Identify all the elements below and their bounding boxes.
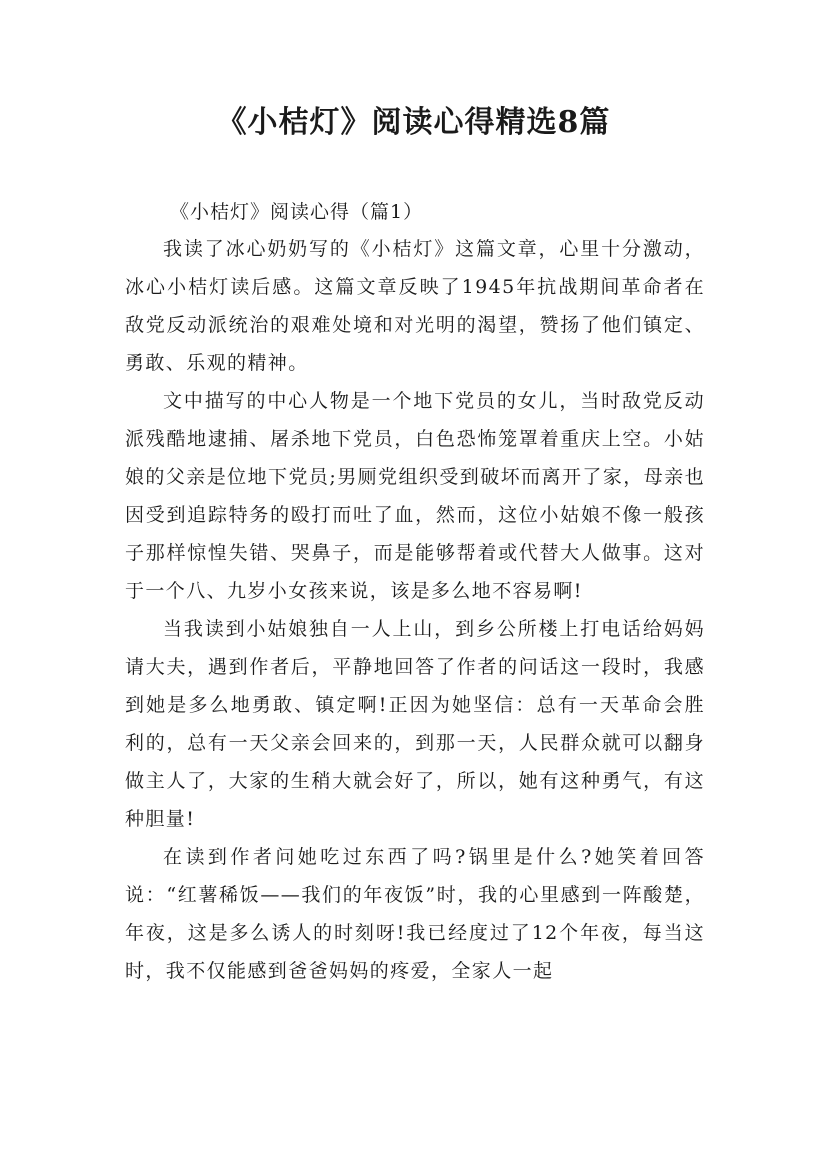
- section-heading: 《小桔灯》阅读心得（篇1）: [170, 201, 424, 223]
- paragraph-3: 当我读到小姑娘独自一人上山，到乡公所楼上打电话给妈妈请大夫，遇到作者后，平静地回答了作者的问话这一段时，我感到她是多么地勇敢、镇定啊!正因为她坚信：总有一天革命会胜利的，总有一天父亲会回来的，到那一天，人民群众就可以翻身做主人了，大家的生稍大就会好了，所以，她有这种勇气，有这种胆量!: [125, 618, 705, 830]
- paragraph-2: 文中描写的中心人物是一个地下党员的女儿，当时敌党反动派残酷地逮捕、屠杀地下党员，白色恐怖笼罩着重庆上空。小姑娘的父亲是位地下党员;男厕党组织受到破坏而离开了家，母亲也因受到追踪特务的殴打而吐了血，然而，这位小姑娘不像一般孩子那样惊惶失错、哭鼻子，而是能够帮着或代替大人做事。这对于一个八、九岁小女孩来说，该是多么地不容易啊!: [125, 390, 705, 602]
- document-body: [125, 230, 705, 990]
- paragraph-1: 我读了冰心奶奶写的《小桔灯》这篇文章，心里十分激动，冰心小桔灯读后感。这篇文章反映了1945年抗战期间革命者在敌党反动派统治的艰难处境和对光明的渴望，赞扬了他们镇定、勇敢、乐观的精神。: [125, 238, 705, 374]
- document-title: 《小桔灯》阅读心得精选8篇: [216, 105, 611, 140]
- paragraph-4: 在读到作者问她吃过东西了吗?锅里是什么?她笑着回答说：“红薯稀饭——我们的年夜饭”时，我的心里感到一阵酸楚，年夜，这是多么诱人的时刻呀!我已经度过了12个年夜，每当这时，我不仅能感到爸爸妈妈的疼爱，全家人一起: [125, 846, 705, 982]
